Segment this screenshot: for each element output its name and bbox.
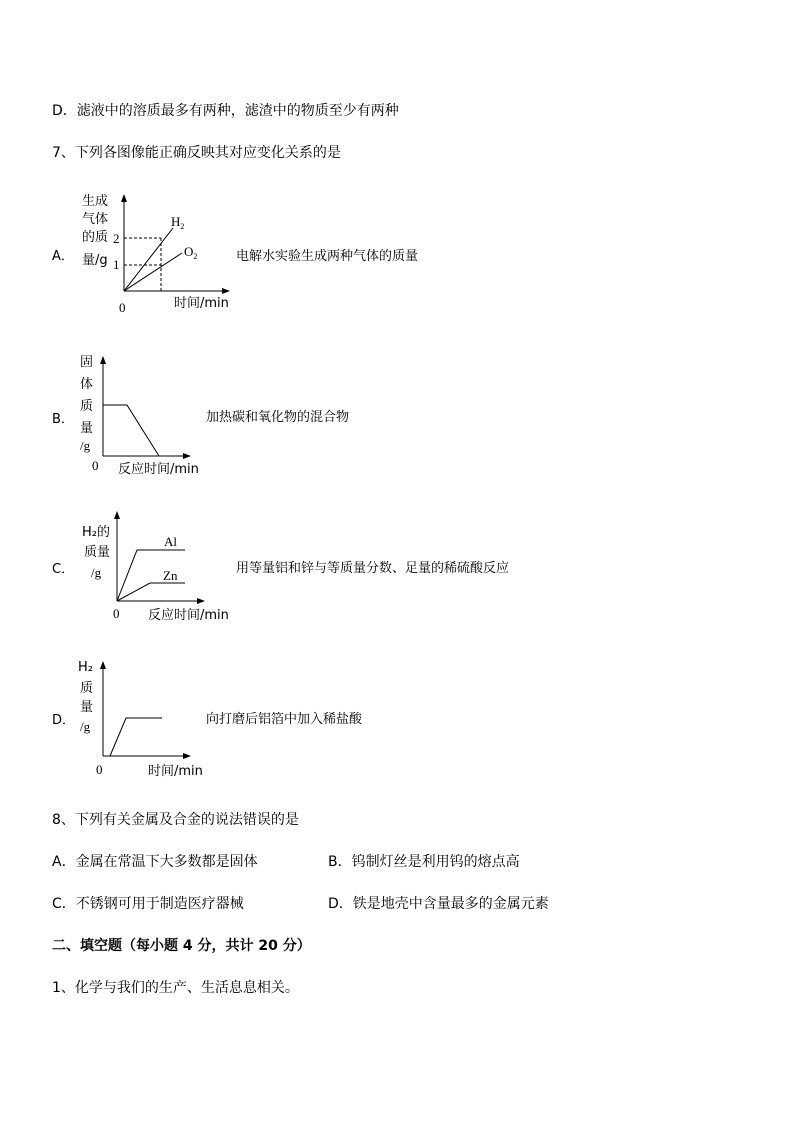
q7-option-a-letter: A． <box>52 249 74 264</box>
graph-a-y-arrow <box>121 194 127 202</box>
graph-b-y-arrow <box>100 356 106 364</box>
graph-b-x-arrow <box>183 453 191 459</box>
graph-d <box>70 655 220 780</box>
graph-c-zn-curve <box>117 583 185 601</box>
graph-d-ylabel-line: 质 <box>80 681 94 696</box>
q7-option-c-letter: C． <box>52 562 75 577</box>
q7-option-d-letter: D． <box>52 713 76 728</box>
graph-a-origin: 0 <box>119 300 126 315</box>
graph-b-ylabel-line: 质 <box>80 399 94 414</box>
graph-a-x-arrow <box>222 288 230 294</box>
graph-c-origin: 0 <box>113 606 120 621</box>
q7-option-c-desc: 用等量铝和锌与等质量分数、足量的稀硫酸反应 <box>236 561 510 576</box>
q8-option-c: C．不锈钢可用于制造医疗器械 <box>52 896 244 912</box>
section-heading: 二、填空题（每小题 4 分，共计 20 分） <box>52 938 311 954</box>
graph-a-o2-label: $O_2$ <box>184 244 198 261</box>
graph-b-origin: 0 <box>92 458 99 473</box>
fill-question-1: 1、化学与我们的生产、生活息息相关。 <box>52 980 299 996</box>
graph-d-xlabel: 时间/min <box>148 764 203 779</box>
graph-c-y-arrow <box>114 511 120 519</box>
q6-option-d: D．滤液中的溶质最多有两种，滤渣中的物质至少有两种 <box>52 103 399 119</box>
graph-d-ylabel-line: H₂ <box>78 660 93 675</box>
graph-d-ylabel-line: 量 <box>80 700 94 715</box>
graph-b-ylabel-line: 量 <box>80 421 94 436</box>
q7-option-b-letter: B． <box>52 412 74 427</box>
graph-a-ylabel-line: 的质 <box>82 230 109 245</box>
graph-a-ylabel-line: 气体 <box>82 212 109 227</box>
graph-b-ylabel-line: 固 <box>80 355 94 370</box>
graph-b-ylabel-line: /g <box>80 438 91 453</box>
q8-stem: 8、下列有关金属及合金的说法错误的是 <box>52 812 299 828</box>
q7-option-b-desc: 加热碳和氧化物的混合物 <box>206 410 350 425</box>
graph-a-ylabel <box>82 193 108 268</box>
q8-option-a: A．金属在常温下大多数都是固体 <box>52 854 258 870</box>
graph-b-curve <box>103 405 159 456</box>
graph-c-al-label: Al <box>164 534 177 549</box>
graph-d-ylabel-line: /g <box>80 719 91 734</box>
graph-a-o2-line <box>124 253 182 291</box>
graph-d-ylabel <box>78 660 93 734</box>
graph-c-x-arrow <box>197 598 205 604</box>
graph-a-ytick-1: 1 <box>113 257 120 272</box>
graph-c-ylabel-line: /g <box>91 565 102 580</box>
graph-c-xlabel: 反应时间/min <box>148 608 229 623</box>
graph-c-ylabel-line: 质量 <box>84 545 111 560</box>
graph-c <box>70 505 240 630</box>
q7-option-d-desc: 向打磨后铝箔中加入稀盐酸 <box>206 712 363 727</box>
graph-a-ylabel-line: 生成 <box>82 194 109 209</box>
graph-b <box>70 350 220 480</box>
graph-b-ylabel <box>80 355 93 453</box>
graph-d-curve <box>110 718 162 756</box>
graph-a-h2-line <box>124 228 173 291</box>
q8-option-b: B．钨制灯丝是利用钨的熔点高 <box>328 854 520 870</box>
q7-stem: 7、下列各图像能正确反映其对应变化关系的是 <box>52 145 341 161</box>
graph-a-ylabel-line: 量/g <box>82 253 108 268</box>
graph-a-ytick-2: 2 <box>113 231 120 246</box>
graph-b-ylabel-line: 体 <box>80 377 94 392</box>
graph-a-h2-label: $H_2$ <box>171 214 185 231</box>
graph-d-origin: 0 <box>96 762 103 777</box>
graph-c-zn-label: Zn <box>163 568 178 583</box>
graph-c-ylabel-line: H₂的 <box>82 525 110 540</box>
graph-a-xlabel: 时间/min <box>174 296 229 311</box>
graph-d-x-arrow <box>183 753 191 759</box>
graph-d-y-arrow <box>100 661 106 669</box>
q7-option-a-desc: 电解水实验生成两种气体的质量 <box>236 249 419 264</box>
q8-option-d: D．铁是地壳中含量最多的金属元素 <box>328 896 549 912</box>
graph-b-xlabel: 反应时间/min <box>118 462 199 477</box>
graph-c-ylabel <box>82 525 110 580</box>
graph-a <box>70 188 240 318</box>
